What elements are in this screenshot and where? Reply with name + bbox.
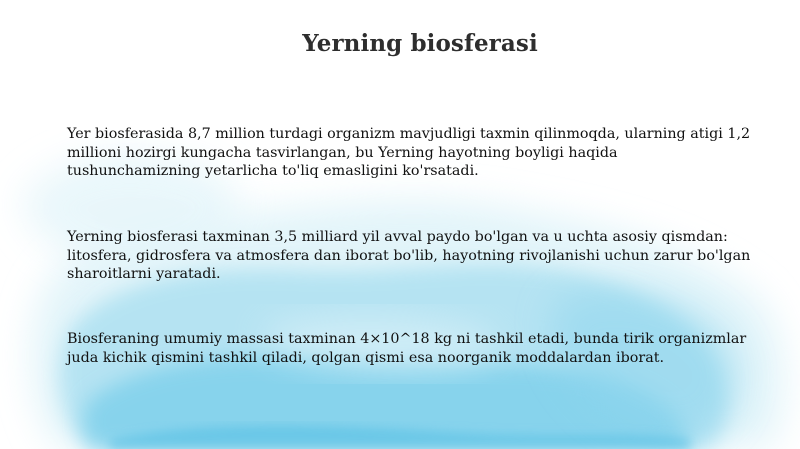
paragraph-biosphere-mass: Biosferaning umumiy massasi taxminan 4×10^18 kg ni tashkil etadi, bunda tirik organizmlar juda kichik qismini tashkil qiladi, qolgan qismi esa noorganik moddalardan iborat. (67, 331, 747, 366)
paragraph-species-count: Yer biosferasida 8,7 million turdagi organizm mavjudligi taxmin qilinmoqda, ularning atigi 1,2 millioni hozirgi kungacha tasvirlangan, bu Yerning hayotning boyligi haqida tushunchamizning yetarlicha to'liq emasligini ko'rsatadi. (67, 126, 751, 179)
slide-title: Yerning biosferasi (302, 30, 538, 57)
paragraph-biosphere-origin: Yerning biosferasi taxminan 3,5 milliard yil avval paydo bo'lgan va u uchta asosiy qismdan: litosfera, gidrosfera va atmosfera dan iborat bo'lib, hayotning rivojlanishi uchun zarur bo'lgan sharoitlarni yaratadi. (67, 229, 751, 282)
